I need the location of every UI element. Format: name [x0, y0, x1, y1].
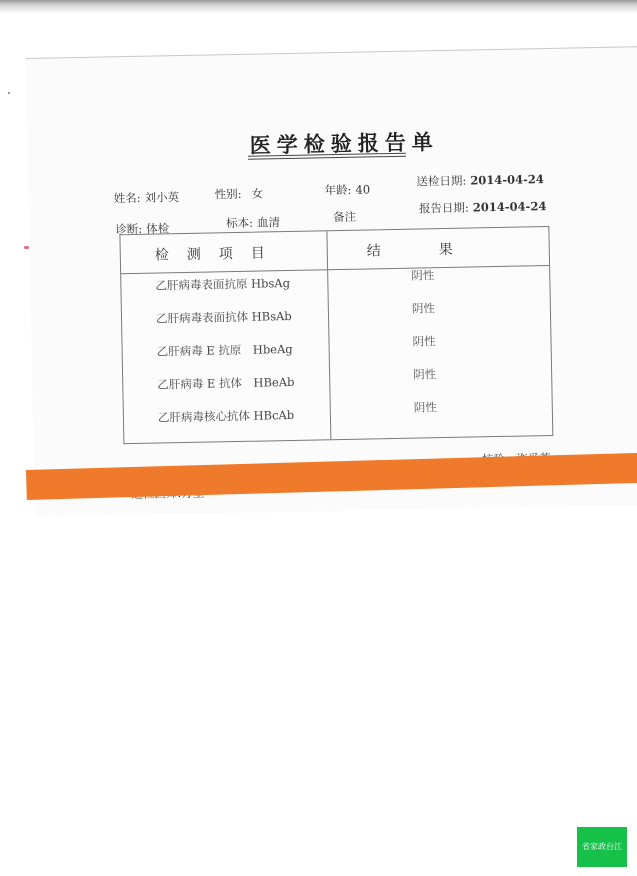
- report-date: [419, 198, 547, 216]
- specimen: [226, 214, 280, 231]
- table-header-rule: [121, 265, 549, 274]
- patient-age: [324, 181, 370, 198]
- table-row-item: 乙肝病毒 E 抗原 HbeAg: [156, 341, 293, 359]
- age-value: 40: [355, 182, 371, 197]
- scan-shadow-edge: [0, 0, 637, 14]
- table-row-result: 阴性: [411, 301, 436, 316]
- diagnosis-label: 诊断:: [115, 221, 143, 237]
- results-table: [119, 226, 553, 444]
- report-date-value: 2014-04-24: [472, 199, 547, 215]
- table-row-result: 阴性: [412, 334, 436, 349]
- table-row-item: 乙肝病毒核心抗体 HBcAb: [157, 407, 295, 425]
- report-sheet: [26, 46, 637, 517]
- name-label: 姓名:: [113, 190, 141, 206]
- header-result: 结果: [366, 240, 511, 260]
- watermark-badge: 省家政台江: [577, 827, 627, 867]
- remark-header: [333, 209, 356, 225]
- sex-label: 性别:: [214, 186, 242, 202]
- sex-value: 女: [251, 186, 264, 201]
- header-test-item: 检测项目: [154, 245, 283, 264]
- table-row-item: 乙肝病毒表面抗体 HBsAb: [155, 308, 292, 326]
- patient-sex: [214, 185, 263, 202]
- table-row-result: 阴性: [413, 367, 437, 382]
- remark-label: 备注: [332, 209, 357, 225]
- report-date-label: 报告日期:: [418, 200, 469, 216]
- table-row-result: 阴性: [411, 268, 435, 283]
- name-value: 刘小英: [144, 190, 180, 205]
- patient-name: [114, 189, 180, 206]
- send-date: [416, 171, 544, 189]
- table-row-item: 乙肝病毒表面抗原 HbsAg: [155, 275, 291, 293]
- table-divider: [326, 231, 331, 439]
- table-row-item: 乙肝病毒 E 抗体 HBeAb: [157, 374, 295, 392]
- specimen-label: 标本:: [226, 215, 254, 231]
- diagnosis-value: 体检: [146, 221, 170, 236]
- report-title: 医学检验报告单: [249, 129, 439, 158]
- table-row-result: 阴性: [413, 400, 437, 415]
- send-date-value: 2014-04-24: [470, 172, 544, 188]
- ink-speck: [24, 246, 29, 249]
- send-date-label: 送检日期:: [416, 173, 467, 189]
- age-label: 年龄:: [324, 182, 352, 198]
- specimen-value: 血清: [256, 215, 281, 230]
- scan-speck: [8, 92, 10, 94]
